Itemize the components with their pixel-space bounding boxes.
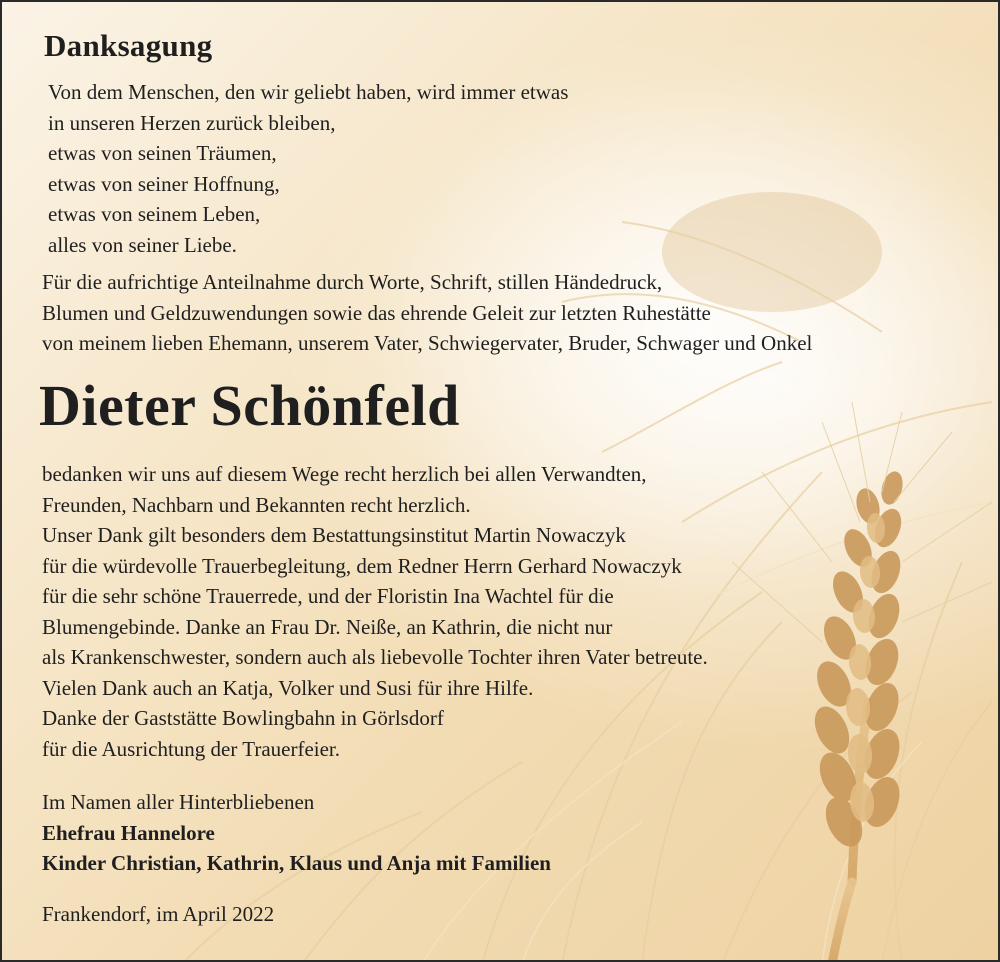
thanks-line: für die würdevolle Trauerbegleitung, dem Redner Herrn Gerhard Nowaczyk <box>42 553 682 578</box>
place-date: Frankendorf, im April 2022 <box>42 902 275 926</box>
notice-content <box>2 2 1000 962</box>
thanks-line: Unser Dank gilt besonders dem Bestattungsinstitut Martin Nowaczyk <box>42 523 626 547</box>
signoff-children: Kinder Christian, Kathrin, Klaus und Anja mit Familien <box>42 851 551 875</box>
signoff-block <box>42 787 551 879</box>
intro-line: von meinem lieben Ehemann, unserem Vater, Schwiegervater, Bruder, Schwager und Onkel <box>42 331 813 355</box>
deceased-name: Dieter Schönfeld <box>39 373 460 438</box>
thanks-paragraph <box>42 459 708 764</box>
thanks-line: für die sehr schöne Trauerrede, und der Floristin Ina Wachtel für die <box>42 584 614 608</box>
notice-heading: Danksagung <box>44 28 213 63</box>
thanks-line: als Krankenschwester, sondern auch als liebevolle Tochter ihren Vater betreute. <box>42 645 708 669</box>
intro-line: Blumen und Geldzuwendungen sowie das ehrende Geleit zur letzten Ruhestätte <box>42 300 711 325</box>
poem-line: etwas von seiner Hoffnung, <box>48 171 280 196</box>
thanks-line: für die Ausrichtung der Trauerfeier. <box>42 736 341 761</box>
poem-line: alles von seiner Liebe. <box>48 232 237 257</box>
signoff-intro: Im Namen aller Hinterbliebenen <box>42 790 315 814</box>
thanks-line: Danke der Gaststätte Bowlingbahn in Görlsdorf <box>42 706 444 730</box>
poem-line: etwas von seinen Träumen, <box>48 141 277 165</box>
poem-block <box>48 77 568 260</box>
intro-paragraph <box>42 267 812 359</box>
poem-line: Von dem Menschen, den wir geliebt haben, wird immer etwas <box>48 80 569 104</box>
thanks-line: bedanken wir uns auf diesem Wege recht herzlich bei allen Verwandten, <box>42 462 647 486</box>
thanks-line: Blumengebinde. Danke an Frau Dr. Neiße, an Kathrin, die nicht nur <box>42 614 613 639</box>
signoff-spouse: Ehefrau Hannelore <box>42 820 215 845</box>
poem-line: in unseren Herzen zurück bleiben, <box>48 110 336 135</box>
thanks-line: Freunden, Nachbarn und Bekannten recht herzlich. <box>42 492 471 517</box>
poem-line: etwas von seinem Leben, <box>48 202 261 226</box>
thanks-line: Vielen Dank auch an Katja, Volker und Susi für ihre Hilfe. <box>42 675 534 700</box>
intro-line: Für die aufrichtige Anteilnahme durch Worte, Schrift, stillen Händedruck, <box>42 270 663 294</box>
